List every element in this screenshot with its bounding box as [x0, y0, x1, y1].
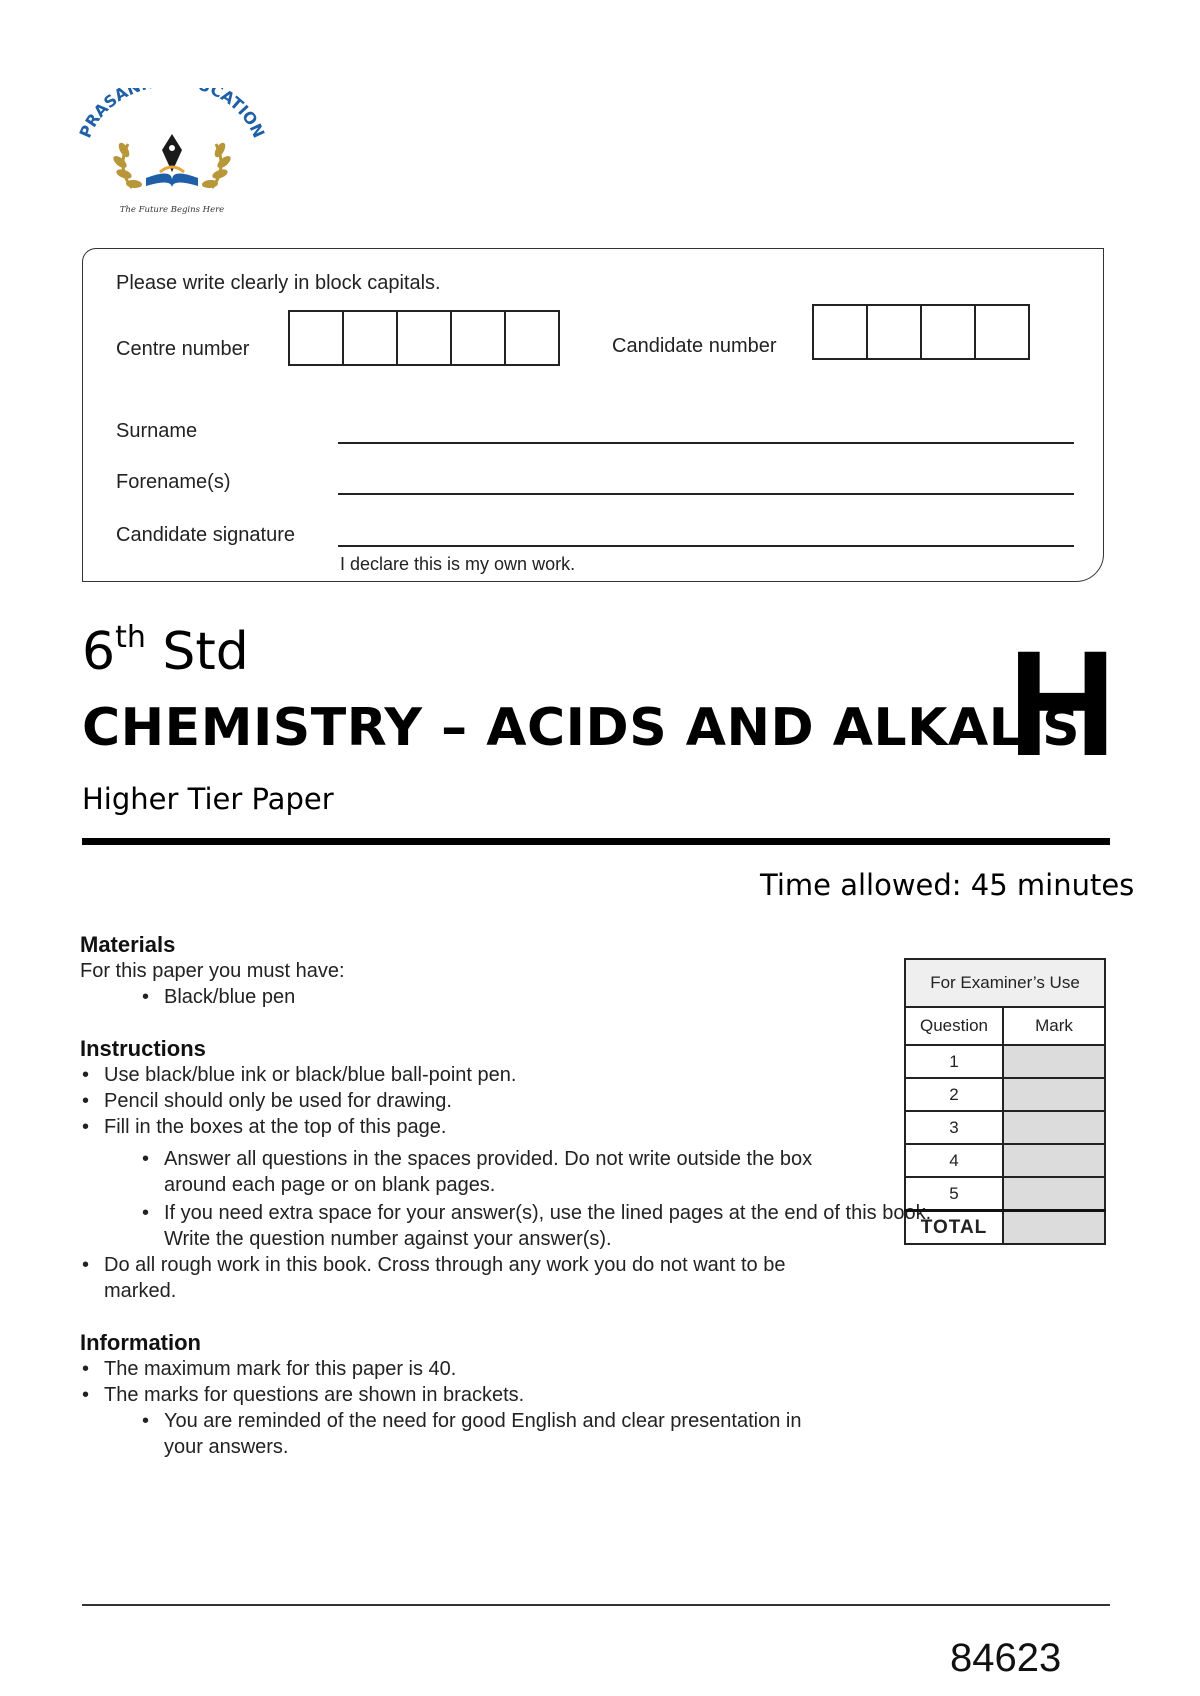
question-number: 4: [905, 1144, 1003, 1177]
declaration-text: I declare this is my own work.: [340, 554, 576, 574]
tier-letter: H: [1008, 619, 1117, 787]
paper-code: 84623: [950, 1636, 1062, 1680]
grade-suffix: th: [115, 620, 146, 655]
information-heading: Information: [80, 1330, 201, 1355]
tier-subtitle: Higher Tier Paper: [82, 782, 334, 816]
instruction-item: • Do all rough work in this book. Cross through any work you do not want to be marked.: [80, 1252, 824, 1304]
title-divider: [82, 838, 1110, 845]
centre-number-boxes[interactable]: [290, 310, 560, 366]
grade-word: Std: [162, 622, 249, 682]
question-number: 3: [905, 1111, 1003, 1144]
candidate-number-digit[interactable]: [974, 304, 1030, 360]
instruction-item: • Answer all questions in the spaces provided. Do not write outside the box around each page or on blank pages.: [80, 1146, 844, 1198]
forenames-label: Forename(s): [116, 471, 231, 493]
candidate-number-label: Candidate number: [612, 335, 777, 357]
question-number: 1: [905, 1045, 1003, 1078]
information-section: [80, 1330, 880, 1460]
question-number: 2: [905, 1078, 1003, 1111]
candidate-number-digit[interactable]: [920, 304, 976, 360]
mark-cell[interactable]: [1003, 1177, 1105, 1211]
logo-emblem-icon: [72, 88, 272, 218]
centre-number-label: Centre number: [116, 338, 250, 360]
instruction-item: • If you need extra space for your answer(s), use the lined pages at the end of this book. Write the question number against your answer(s).: [80, 1200, 944, 1252]
instruction-item: • Use black/blue ink or black/blue ball-point pen.: [80, 1062, 880, 1088]
time-allowed: Time allowed: 45 minutes: [760, 868, 1135, 902]
centre-number-digit[interactable]: [288, 310, 344, 366]
logo: [72, 88, 272, 218]
total-mark-cell[interactable]: [1003, 1211, 1105, 1245]
mark-cell[interactable]: [1003, 1078, 1105, 1111]
materials-heading: Materials: [80, 932, 176, 957]
instructions-heading: Instructions: [80, 1036, 206, 1061]
mark-column-header: Mark: [1003, 1007, 1105, 1045]
instruction-item: • Fill in the boxes at the top of this page.: [80, 1114, 880, 1140]
block-capitals-instruction: Please write clearly in block capitals.: [116, 272, 441, 294]
grade-number: 6: [82, 622, 116, 682]
logo-brand-text: PRASA CATION: [75, 88, 269, 141]
mark-cell[interactable]: [1003, 1144, 1105, 1177]
mark-cell[interactable]: [1003, 1045, 1105, 1078]
materials-item: • Black/blue pen: [80, 984, 880, 1010]
svg-text:PRASANNA EDUCATION: [75, 88, 268, 141]
question-column-header: Question: [905, 1007, 1003, 1045]
forenames-field[interactable]: [338, 493, 1074, 495]
signature-label: Candidate signature: [116, 524, 296, 546]
paper-subject-title: CHEMISTRY – ACIDS AND ALKALIS: [82, 698, 1081, 758]
centre-number-digit[interactable]: [450, 310, 506, 366]
centre-number-digit[interactable]: [504, 310, 560, 366]
information-item: • You are reminded of the need for good English and clear presentation in your answers.: [80, 1408, 824, 1460]
candidate-number-boxes[interactable]: [814, 304, 1030, 360]
information-item: • The maximum mark for this paper is 40.: [80, 1356, 880, 1382]
candidate-number-digit[interactable]: [866, 304, 922, 360]
instructions-section: [80, 1036, 932, 1304]
question-number: 5: [905, 1177, 1003, 1211]
instruction-item: • Pencil should only be used for drawing.: [80, 1088, 880, 1114]
surname-field[interactable]: [338, 442, 1074, 444]
grade-title: [82, 620, 249, 682]
logo-tagline: The Future Begins Here: [119, 205, 225, 215]
examiner-use-table: [904, 958, 1106, 1245]
centre-number-digit[interactable]: [342, 310, 398, 366]
examiner-table-title: For Examiner’s Use: [905, 959, 1105, 1007]
candidate-number-digit[interactable]: [812, 304, 868, 360]
materials-intro: For this paper you must have:: [80, 960, 345, 982]
surname-label: Surname: [116, 420, 198, 442]
mark-cell[interactable]: [1003, 1111, 1105, 1144]
total-label: TOTAL: [905, 1211, 1003, 1245]
signature-field[interactable]: [338, 545, 1074, 547]
materials-section: [80, 932, 880, 1010]
footer-divider: [82, 1604, 1110, 1606]
information-item: • The marks for questions are shown in brackets.: [80, 1382, 880, 1408]
centre-number-digit[interactable]: [396, 310, 452, 366]
